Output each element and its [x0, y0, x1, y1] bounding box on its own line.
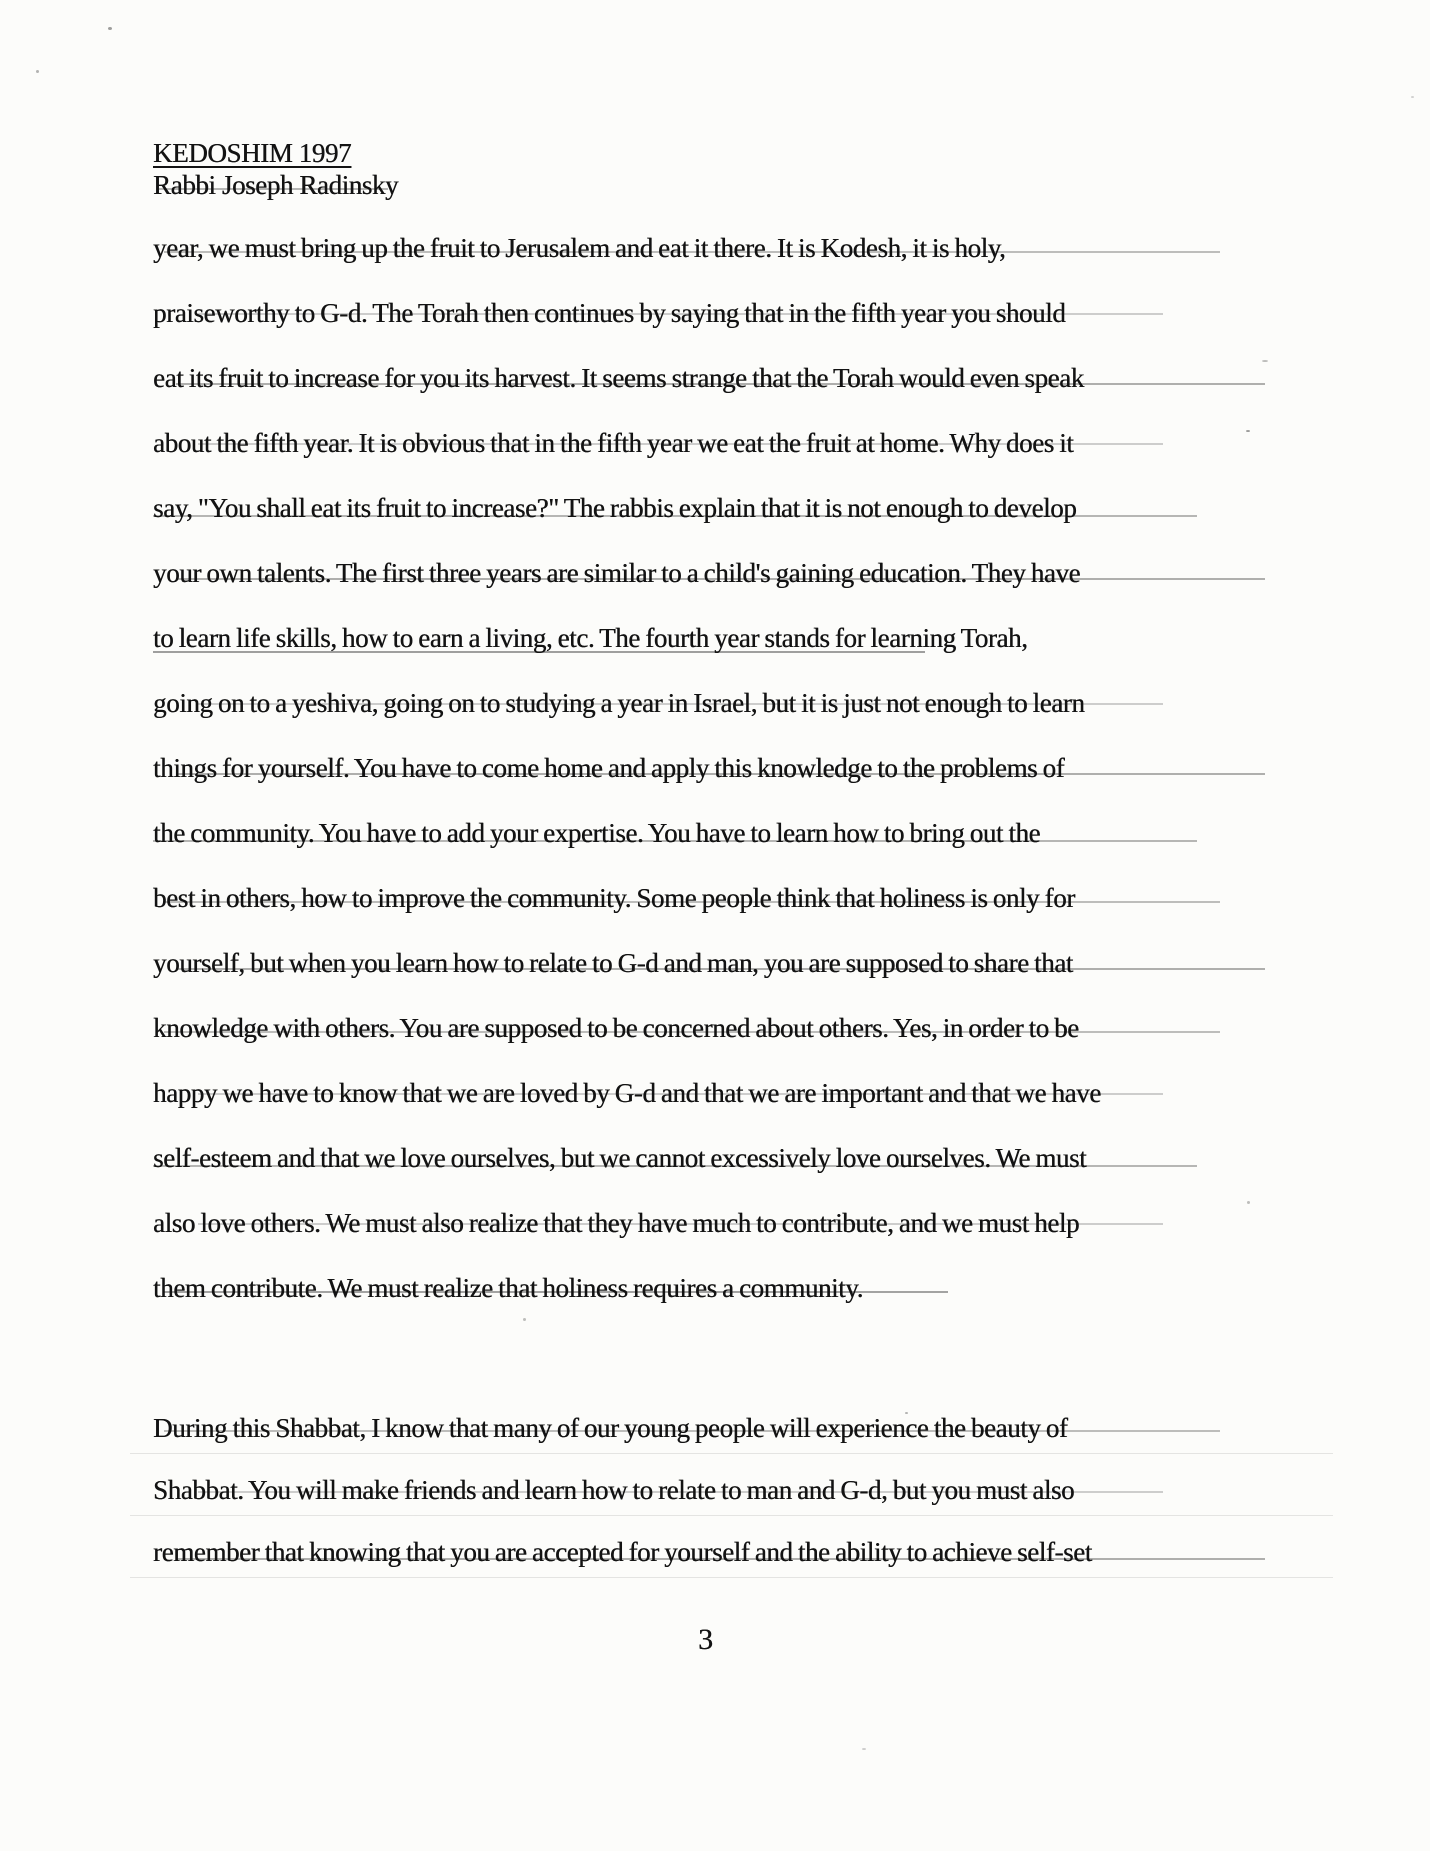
document-header	[153, 137, 398, 201]
scan-speck	[36, 70, 39, 73]
text-line: eat its fruit to increase for you its harvest. It seems strange that the Torah would even speak	[153, 346, 1288, 411]
document-title: KEDOSHIM 1997	[153, 138, 352, 168]
text-line: things for yourself. You have to come home and apply this knowledge to the problems of	[153, 736, 1288, 801]
scan-speck	[905, 1412, 908, 1414]
text-line: self-esteem and that we love ourselves, but we cannot excessively love ourselves. We must	[153, 1126, 1288, 1191]
scan-speck	[1411, 96, 1414, 98]
text-line: happy we have to know that we are loved by G-d and that we are important and that we have	[153, 1061, 1288, 1126]
text-line: year, we must bring up the fruit to Jerusalem and eat it there. It is Kodesh, it is holy,	[153, 216, 1288, 281]
text-line: Shabbat. You will make friends and learn how to relate to man and G-d, but you must also	[153, 1459, 1288, 1521]
text-line: going on to a yeshiva, going on to studying a year in Israel, but it is just not enough to learn	[153, 671, 1288, 736]
scan-speck	[1246, 430, 1250, 432]
paragraph-2	[153, 1397, 1288, 1583]
text-line: say, "You shall eat its fruit to increase?" The rabbis explain that it is not enough to develop	[153, 476, 1288, 541]
text-line: remember that knowing that you are accepted for yourself and the ability to achieve self-set	[153, 1521, 1288, 1583]
scan-speck	[108, 27, 112, 30]
text-line: knowledge with others. You are supposed to be concerned about others. Yes, in order to be	[153, 996, 1288, 1061]
text-line: your own talents. The first three years are similar to a child's gaining education. They have	[153, 541, 1288, 606]
text-line: them contribute. We must realize that holiness requires a community.	[153, 1256, 1288, 1321]
text-line: During this Shabbat, I know that many of our young people will experience the beauty of	[153, 1397, 1288, 1459]
scan-speck	[523, 1318, 526, 1321]
text-line: the community. You have to add your expertise. You have to learn how to bring out the	[153, 801, 1288, 866]
page-number: 3	[698, 1623, 713, 1656]
text-line: best in others, how to improve the community. Some people think that holiness is only for	[153, 866, 1288, 931]
scan-speck	[862, 1748, 866, 1750]
text-line: yourself, but when you learn how to relate to G-d and man, you are supposed to share that	[153, 931, 1288, 996]
text-line: also love others. We must also realize that they have much to contribute, and we must help	[153, 1191, 1288, 1256]
text-line: about the fifth year. It is obvious that in the fifth year we eat the fruit at home. Why does it	[153, 411, 1288, 476]
text-line: praiseworthy to G-d. The Torah then continues by saying that in the fifth year you should	[153, 281, 1288, 346]
text-line: to learn life skills, how to earn a living, etc. The fourth year stands for learning Torah,	[153, 606, 1288, 671]
scan-speck	[1247, 1201, 1250, 1204]
author-name: Rabbi Joseph Radinsky	[153, 170, 399, 200]
paragraph-1	[153, 216, 1288, 1321]
scan-speck	[1262, 360, 1268, 362]
